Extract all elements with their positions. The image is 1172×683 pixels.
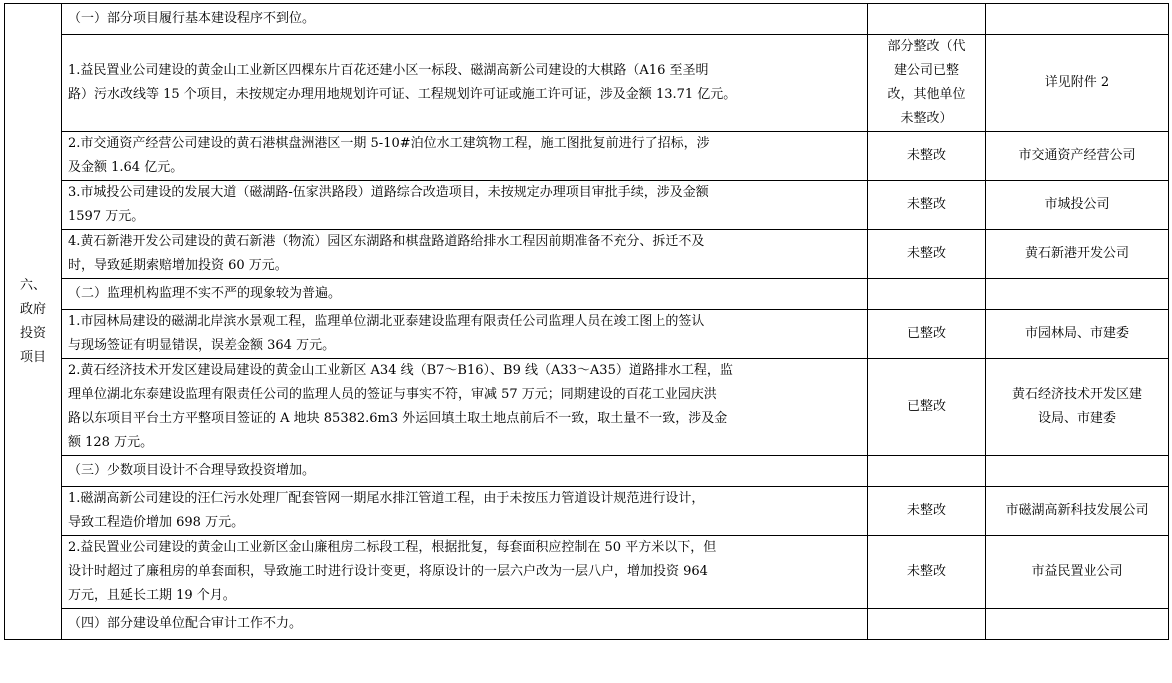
text-line: 六、	[19, 277, 46, 293]
table-row	[5, 359, 1169, 456]
table-row	[5, 35, 1169, 132]
text-line: 设计时超过了廉租房的单套面积，导致施工时进行设计变更，将原设计的一层六户改为一层八户，增加投资 964	[68, 564, 708, 579]
text-line: 已整改	[906, 399, 946, 414]
table-row	[5, 230, 1169, 279]
table-row	[5, 456, 1169, 487]
subsection-heading-cell: （四）部分建设单位配合审计工作不力。	[62, 609, 868, 640]
text-line: 导致工程造价增加 698 万元。	[68, 515, 245, 530]
text-line: 市磁湖高新科技发展公司	[1005, 503, 1149, 518]
issue-description-cell	[62, 181, 868, 230]
text-line: 项目	[19, 349, 46, 365]
issue-description-cell	[62, 487, 868, 536]
subsection-heading-cell: （一）部分项目履行基本建设程序不到位。	[62, 4, 868, 35]
rectification-status-cell	[868, 609, 986, 640]
text-line: 已整改	[906, 326, 946, 341]
responsible-unit-cell	[986, 456, 1169, 487]
text-line: 3.市城投公司建设的发展大道（磁湖路-伍家洪路段）道路综合改造项目，未按规定办理项目审批手续，涉及金额	[68, 185, 709, 200]
text-line: 理单位湖北东泰建设监理有限责任公司的监理人员的签证与事实不符，审减 57 万元；同期建设的百花工业园庆洪	[68, 387, 717, 402]
table-row	[5, 4, 1169, 35]
table-row	[5, 310, 1169, 359]
text-line: 未整改	[906, 564, 946, 579]
subsection-heading-cell: （三）少数项目设计不合理导致投资增加。	[62, 456, 868, 487]
responsible-unit-cell	[986, 132, 1169, 181]
rectification-status-cell	[868, 4, 986, 35]
responsible-unit-cell	[986, 181, 1169, 230]
responsible-unit-cell	[986, 310, 1169, 359]
issue-description-cell	[62, 536, 868, 609]
text-line: 未整改	[906, 197, 946, 212]
rectification-status-cell	[868, 456, 986, 487]
text-line: 路）污水改线等 15 个项目，未按规定办理用地规划许可证、工程规划许可证或施工许可证，涉及金额 13.71 亿元。	[68, 87, 737, 102]
text-line: 及金额 1.64 亿元。	[68, 160, 184, 175]
table-row	[5, 487, 1169, 536]
responsible-unit-cell	[986, 279, 1169, 310]
text-line: 额 128 万元。	[68, 435, 154, 450]
responsible-unit-cell	[986, 536, 1169, 609]
issue-description-cell	[62, 359, 868, 456]
text-line: 市园林局、市建委	[1024, 326, 1129, 341]
responsible-unit-cell	[986, 35, 1169, 132]
rectification-status-cell	[868, 536, 986, 609]
responsible-unit-cell	[986, 4, 1169, 35]
table-row	[5, 609, 1169, 640]
text-line: 市城投公司	[1044, 197, 1110, 212]
responsible-unit-cell	[986, 359, 1169, 456]
text-line: 2.黄石经济技术开发区建设局建设的黄金山工业新区 A34 线（B7～B16）、B9 线（A33～A35）道路排水工程，监	[68, 363, 733, 378]
issue-description-cell	[62, 230, 868, 279]
audit-rectification-table	[4, 3, 1169, 640]
text-line: 路以东项目平台土方平整项目签证的 A 地块 85382.6m3 外运回填土取土地点前后不一致，取土量不一致，涉及金	[68, 411, 728, 426]
text-line: 时，导致延期索赔增加投资 60 万元。	[68, 258, 288, 273]
text-line: 未整改	[906, 246, 946, 261]
text-line: 未整改	[906, 503, 946, 518]
rectification-status-cell	[868, 487, 986, 536]
text-line: 设局、市建委	[1037, 411, 1116, 426]
responsible-unit-cell	[986, 230, 1169, 279]
subsection-heading-cell: （二）监理机构监理不实不严的现象较为普遍。	[62, 279, 868, 310]
issue-description-cell	[62, 310, 868, 359]
rectification-status-cell	[868, 359, 986, 456]
rectification-status-cell	[868, 230, 986, 279]
text-line: 1.市园林局建设的磁湖北岸滨水景观工程，监理单位湖北亚泰建设监理有限责任公司监理人员在竣工图上的签认	[68, 314, 705, 329]
table-row	[5, 536, 1169, 609]
text-line: 改，其他单位	[887, 87, 966, 102]
rectification-status-cell	[868, 310, 986, 359]
text-line: 4.黄石新港开发公司建设的黄石新港（物流）园区东湖路和棋盘路道路给排水工程因前期准备不充分、拆迁不及	[68, 234, 705, 249]
text-line: 详见附件 2	[1044, 75, 1110, 90]
text-line: 未整改	[906, 148, 946, 163]
text-line: 1597 万元。	[68, 209, 145, 224]
rectification-status-cell	[868, 35, 986, 132]
text-line: 2.益民置业公司建设的黄金山工业新区金山廉租房二标段工程，根据批复，每套面积应控制在 50 平方米以下，但	[68, 540, 717, 555]
table-row	[5, 132, 1169, 181]
issue-description-cell	[62, 132, 868, 181]
rectification-status-cell	[868, 181, 986, 230]
text-line: 投资	[19, 325, 46, 341]
text-line: 万元，且延长工期 19 个月。	[68, 588, 236, 603]
responsible-unit-cell	[986, 609, 1169, 640]
text-line: 部分整改（代	[887, 39, 966, 54]
issue-description-cell	[62, 35, 868, 132]
responsible-unit-cell	[986, 487, 1169, 536]
table-row	[5, 181, 1169, 230]
table-row	[5, 279, 1169, 310]
section-name-cell	[5, 4, 62, 640]
text-line: 市交通资产经营公司	[1018, 148, 1136, 163]
rectification-status-cell	[868, 279, 986, 310]
text-line: 黄石新港开发公司	[1024, 246, 1129, 261]
text-line: 1.益民置业公司建设的黄金山工业新区四棵东片百花还建小区一标段、磁湖高新公司建设的大棋路（A16 至圣明	[68, 63, 709, 78]
text-line: 黄石经济技术开发区建	[1011, 387, 1142, 402]
text-line: 建公司已整	[893, 63, 959, 78]
text-line: 1.磁湖高新公司建设的汪仁污水处理厂配套管网一期尾水排江管道工程，由于未按压力管道设计规范进行设计，	[68, 491, 705, 506]
text-line: 与现场签证有明显错误，误差金额 364 万元。	[68, 338, 336, 353]
text-line: 政府	[19, 301, 46, 317]
text-line: 市益民置业公司	[1031, 564, 1123, 579]
rectification-status-cell	[868, 132, 986, 181]
text-line: 未整改）	[900, 111, 953, 126]
text-line: 2.市交通资产经营公司建设的黄石港棋盘洲港区一期 5-10#泊位水工建筑物工程，施工图批复前进行了招标，涉	[68, 136, 710, 151]
